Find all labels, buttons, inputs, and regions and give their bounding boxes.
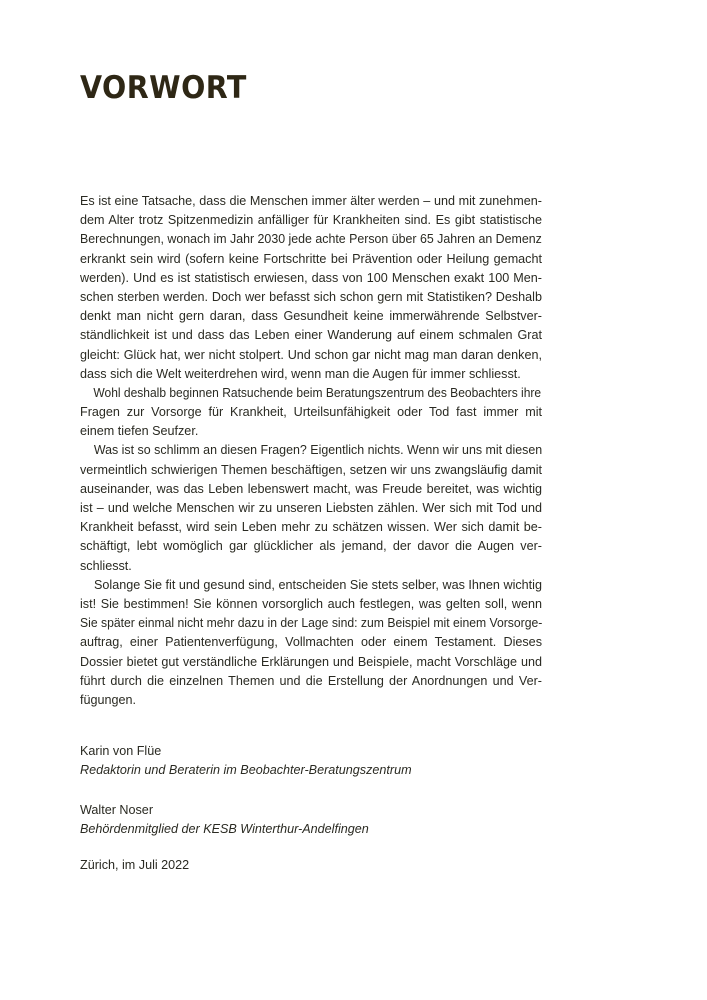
signature-block (80, 801, 480, 839)
text-line: Es ist eine Tatsache, dass die Menschen immer älter werden – und mit zunehmen- (80, 194, 542, 208)
text-line: Solange Sie fit und gesund sind, entscheiden Sie stets selber, was Ihnen wichtig (94, 577, 542, 592)
text-line: Dossier bietet gut verständliche Erklärungen und Beispiele, macht Vorschläge und (80, 654, 542, 669)
paragraph (80, 576, 542, 710)
text-line: gleicht: Glück hat, wer nicht stolpert. Und schon gar nicht mag man daran denken, (80, 347, 542, 362)
place-date: Zürich, im Juli 2022 (80, 858, 190, 872)
paragraph (80, 441, 542, 575)
paragraph (80, 192, 542, 384)
text-line: Sie später einmal nicht mehr dazu in der Lage sind: zum Beispiel mit einem Vorsorge- (80, 616, 543, 631)
text-line: auseinander, was das Leben lebenswert macht, was Freude bereitet, was wichtig (80, 481, 542, 496)
text-line: ist – und welche Menschen wir zu unseren Liebsten zählen. Wer sich mit Tod und (80, 501, 542, 515)
text-line: einem tiefen Seufzer. (80, 424, 199, 439)
text-line: schen sterben werden. Doch wer befasst sich schon gern mit Statistiken? Deshalb (80, 289, 542, 304)
signature-block (80, 742, 480, 780)
signature-role: Redaktorin und Beraterin im Beobachter-Beratungszentrum (80, 763, 412, 778)
signature-name: Walter Noser (80, 803, 154, 817)
text-line: erkrankt sein wird (sofern keine Fortschritte bei Prävention oder Heilung gemacht (80, 251, 542, 266)
text-line: ständlichkeit ist und dass das Leben einer Wanderung auf einem schmalen Grat (80, 328, 542, 343)
text-line: Wohl deshalb beginnen Ratsuchende beim Beratungszentrum des Beobachters ihre (93, 385, 542, 400)
page-title: VORWORT (80, 70, 247, 106)
text-line: führt durch die einzelnen Themen und die Erstellung der Anordnungen und Ver- (80, 673, 542, 688)
text-line: Berechnungen, wonach im Jahr 2030 jede achte Person über 65 Jahren an Demenz (80, 232, 542, 247)
text-line: schäftigt, lebt womöglich gar glücklicher als jemand, der davor die Augen ver- (80, 539, 542, 554)
text-line: auftrag, einer Patientenverfügung, Vollmachten oder einem Testament. Dieses (80, 635, 542, 650)
text-line: dass sich die Welt weiterdrehen wird, wenn man die Augen für immer schliesst. (80, 366, 521, 381)
body-text (80, 192, 542, 710)
text-line: werden). Und es ist statistisch erwiesen, dass von 100 Menschen exakt 100 Men- (80, 270, 542, 285)
text-line: Krankheit befasst, wird sein Leben mehr zu schätzen wissen. Wer sich damit be- (80, 520, 542, 535)
signature-role: Behördenmitglied der KESB Winterthur-Andelfingen (80, 822, 369, 837)
text-line: vermeintlich schwierigen Themen beschäftigen, setzen wir uns zwangsläufig damit (80, 462, 542, 477)
text-line: Was ist so schlimm an diesen Fragen? Eigentlich nichts. Wenn wir uns mit diesen (93, 443, 543, 458)
paragraph (80, 384, 542, 442)
text-line: denkt man nicht gern daran, dass Gesundheit keine immerwährende Selbstver- (80, 309, 542, 324)
text-line: schliesst. (80, 558, 132, 573)
signature-name: Karin von Flüe (80, 744, 162, 758)
text-line: fügungen. (80, 692, 137, 707)
text-line: dem Alter trotz Spitzenmedizin anfälliger für Krankheiten sind. Es gibt statistische (80, 213, 542, 228)
text-line: Fragen zur Vorsorge für Krankheit, Urteilsunfähigkeit oder Tod fast immer mit (80, 405, 542, 420)
text-line: ist! Sie bestimmen! Sie können vorsorglich auch festlegen, was gelten soll, wenn (80, 596, 542, 611)
